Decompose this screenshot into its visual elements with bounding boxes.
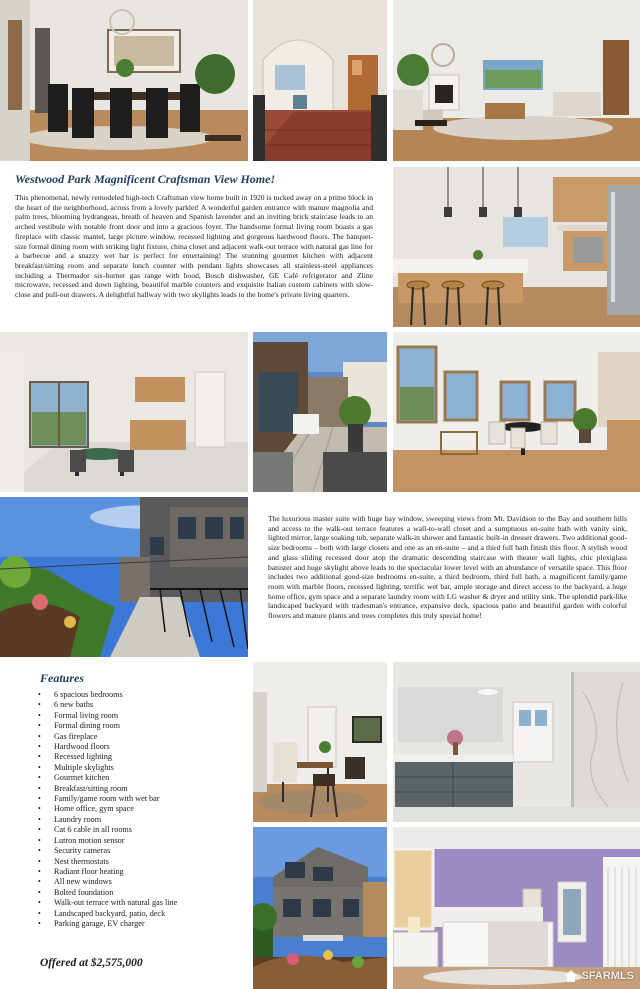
feature-label: Radiant floor heating	[54, 866, 124, 876]
bullet-icon: •	[38, 835, 41, 845]
description-paragraph-2: The luxurious master suite with huge bay window, sweeping views from Mt. Davidson to the Bay and southern hills and access to the walk-out terrace features a wall-to-wall closet and a sumptuous en-suite bath with vanity sink, lighted mirror, large soaking tub, separate walk-in shower and fantastic built-in dresser drawers. Two additional good-size bedrooms – both with large closets and one as an en-suite – and a third full bath finish this floor. A stylish wood and glass sliding recessed door atop the dramatic descending staircase with theater wall lights, chic plexiglass banister and huge skylight above leads to the spectacular lower level with an abundance of versatile space. This floor includes two additional good-size bedrooms en-suite, a third bedroom, third full bath, a magnificent family/game room with marble floors, recessed lighting, terrific wet bar, ample storage and direct access to the backyard, a huge home office, gym space and a separate laundry room with LG washer & dryer and utility sink. The splendid park-like landscaped backyard with tradesman's entrance, expansive deck, spacious patio and beautiful garden with colorful flowers and mature plants and trees completes this truly special home!	[268, 514, 627, 621]
bullet-icon: •	[38, 804, 41, 814]
feature-label: Cat 6 cable in all rooms	[54, 825, 132, 835]
bullet-icon: •	[38, 742, 41, 752]
bullet-icon: •	[38, 794, 41, 804]
bullet-icon: •	[38, 710, 41, 720]
feature-item	[38, 773, 238, 783]
feature-label: Family/game room with wet bar	[54, 794, 160, 804]
feature-item	[38, 763, 238, 773]
bullet-icon: •	[38, 762, 41, 772]
feature-item	[38, 919, 238, 929]
photo-family-game-room	[0, 332, 248, 492]
sfarmls-watermark	[564, 969, 634, 983]
photo-bathroom	[393, 662, 640, 822]
feature-item	[38, 752, 238, 762]
feature-label: Hardwood floors	[54, 742, 110, 752]
feature-label: Nest thermostats	[54, 856, 109, 866]
bullet-icon: •	[38, 814, 41, 824]
feature-label: Formal dining room	[54, 721, 120, 731]
photo-bedroom	[393, 827, 640, 989]
feature-item	[38, 846, 238, 856]
feature-label: 6 new baths	[54, 700, 94, 710]
description-paragraph-1: This phenomenal, newly remodeled high-tech Craftsman view home built in 1920 is tucked away on a prime block in the heart of the neighborhood, across from a lovely parklet! A wonderful garden entrance with mature magnolia and palm trees, blooming hydrangeas, breath of heaven and Spanish lavender and an inviting brick staircase leads to an arched vestibule with notable front door and into a gracious foyer. The handsome formal living room boasts a gas fireplace with classic mantel, large picture window, recessed lighting and gorgeous hardwood floors. The banquet-size formal dining room with striking light fixture, china closet and adjacent walk-out terrace with natural gas line for a barbecue and a snazzy wet bar is perfect for entertaining! The stunning gourmet kitchen with adjacent breakfast/sitting room and separate lunch counter with pendant lights showcases all stainless-steel appliances including a Thermador six-burner gas range with hood, Bosch dishwasher, GE Café refrigerator and Zline microwave, recessed and down lighting, beautiful marble counters and exquisite Italian custom cabinets with slow-close and pull-out drawers. A delightful hallway with two skylights leads to the home's private living quarters.	[15, 193, 373, 300]
feature-item	[38, 721, 238, 731]
feature-label: Gourmet kitchen	[54, 773, 110, 783]
feature-label: Formal living room	[54, 710, 119, 720]
photo-home-office	[253, 662, 387, 822]
bullet-icon: •	[38, 700, 41, 710]
feature-label: Breakfast/sitting room	[54, 783, 128, 793]
features-list	[38, 690, 238, 929]
bullet-icon: •	[38, 773, 41, 783]
feature-item	[38, 700, 238, 710]
photo-dining-room	[0, 0, 248, 161]
photo-living-room	[393, 0, 640, 161]
feature-item	[38, 794, 238, 804]
feature-label: Walk-out terrace with natural gas line	[54, 898, 178, 908]
feature-item	[38, 888, 238, 898]
feature-label: Lutron motion sensor	[54, 835, 125, 845]
photo-terrace	[253, 332, 387, 492]
bullet-icon: •	[38, 846, 41, 856]
sfarmls-watermark-text: SFARMLS	[581, 970, 634, 982]
feature-label: Parking garage, EV charger	[54, 918, 145, 928]
feature-label: Laundry room	[54, 814, 102, 824]
photo-kitchen	[393, 167, 640, 327]
feature-label: Gas fireplace	[54, 731, 98, 741]
feature-item	[38, 742, 238, 752]
feature-item	[38, 825, 238, 835]
photo-backyard	[0, 497, 248, 657]
bullet-icon: •	[38, 752, 41, 762]
feature-item	[38, 690, 238, 700]
bullet-icon: •	[38, 783, 41, 793]
price-line: Offered at $2,575,000	[40, 957, 143, 969]
feature-label: Landscaped backyard, patio, deck	[54, 908, 166, 918]
listing-headline: Westwood Park Magnificent Craftsman View Home!	[15, 172, 276, 186]
photo-dining-nook	[393, 332, 640, 492]
photo-exterior-rear	[253, 827, 387, 989]
bullet-icon: •	[38, 731, 41, 741]
feature-item	[38, 711, 238, 721]
bullet-icon: •	[38, 877, 41, 887]
bullet-icon: •	[38, 908, 41, 918]
feature-label: 6 spacious bedrooms	[54, 690, 123, 699]
feature-item	[38, 836, 238, 846]
sfarmls-logo-icon	[564, 969, 578, 983]
feature-label: All new windows	[54, 877, 112, 887]
feature-item	[38, 784, 238, 794]
feature-label: Recessed lighting	[54, 752, 112, 762]
feature-item	[38, 898, 238, 908]
feature-item	[38, 877, 238, 887]
features-heading: Features	[40, 671, 85, 685]
feature-label: Home office, gym space	[54, 804, 134, 814]
description-block-2	[268, 514, 627, 621]
bullet-icon: •	[38, 721, 41, 731]
bullet-icon: •	[38, 898, 41, 908]
feature-label: Multiple skylights	[54, 762, 114, 772]
bullet-icon: •	[38, 825, 41, 835]
feature-item	[38, 867, 238, 877]
feature-item	[38, 804, 238, 814]
feature-item	[38, 732, 238, 742]
bullet-icon: •	[38, 856, 41, 866]
photo-entry-foyer	[253, 0, 387, 161]
feature-item	[38, 857, 238, 867]
bullet-icon: •	[38, 887, 41, 897]
feature-label: Bolted foundation	[54, 887, 114, 897]
bullet-icon: •	[38, 690, 41, 699]
bullet-icon: •	[38, 918, 41, 928]
bullet-icon: •	[38, 866, 41, 876]
description-block-1	[15, 172, 373, 300]
feature-item	[38, 909, 238, 919]
feature-label: Security cameras	[54, 846, 111, 856]
feature-item	[38, 815, 238, 825]
